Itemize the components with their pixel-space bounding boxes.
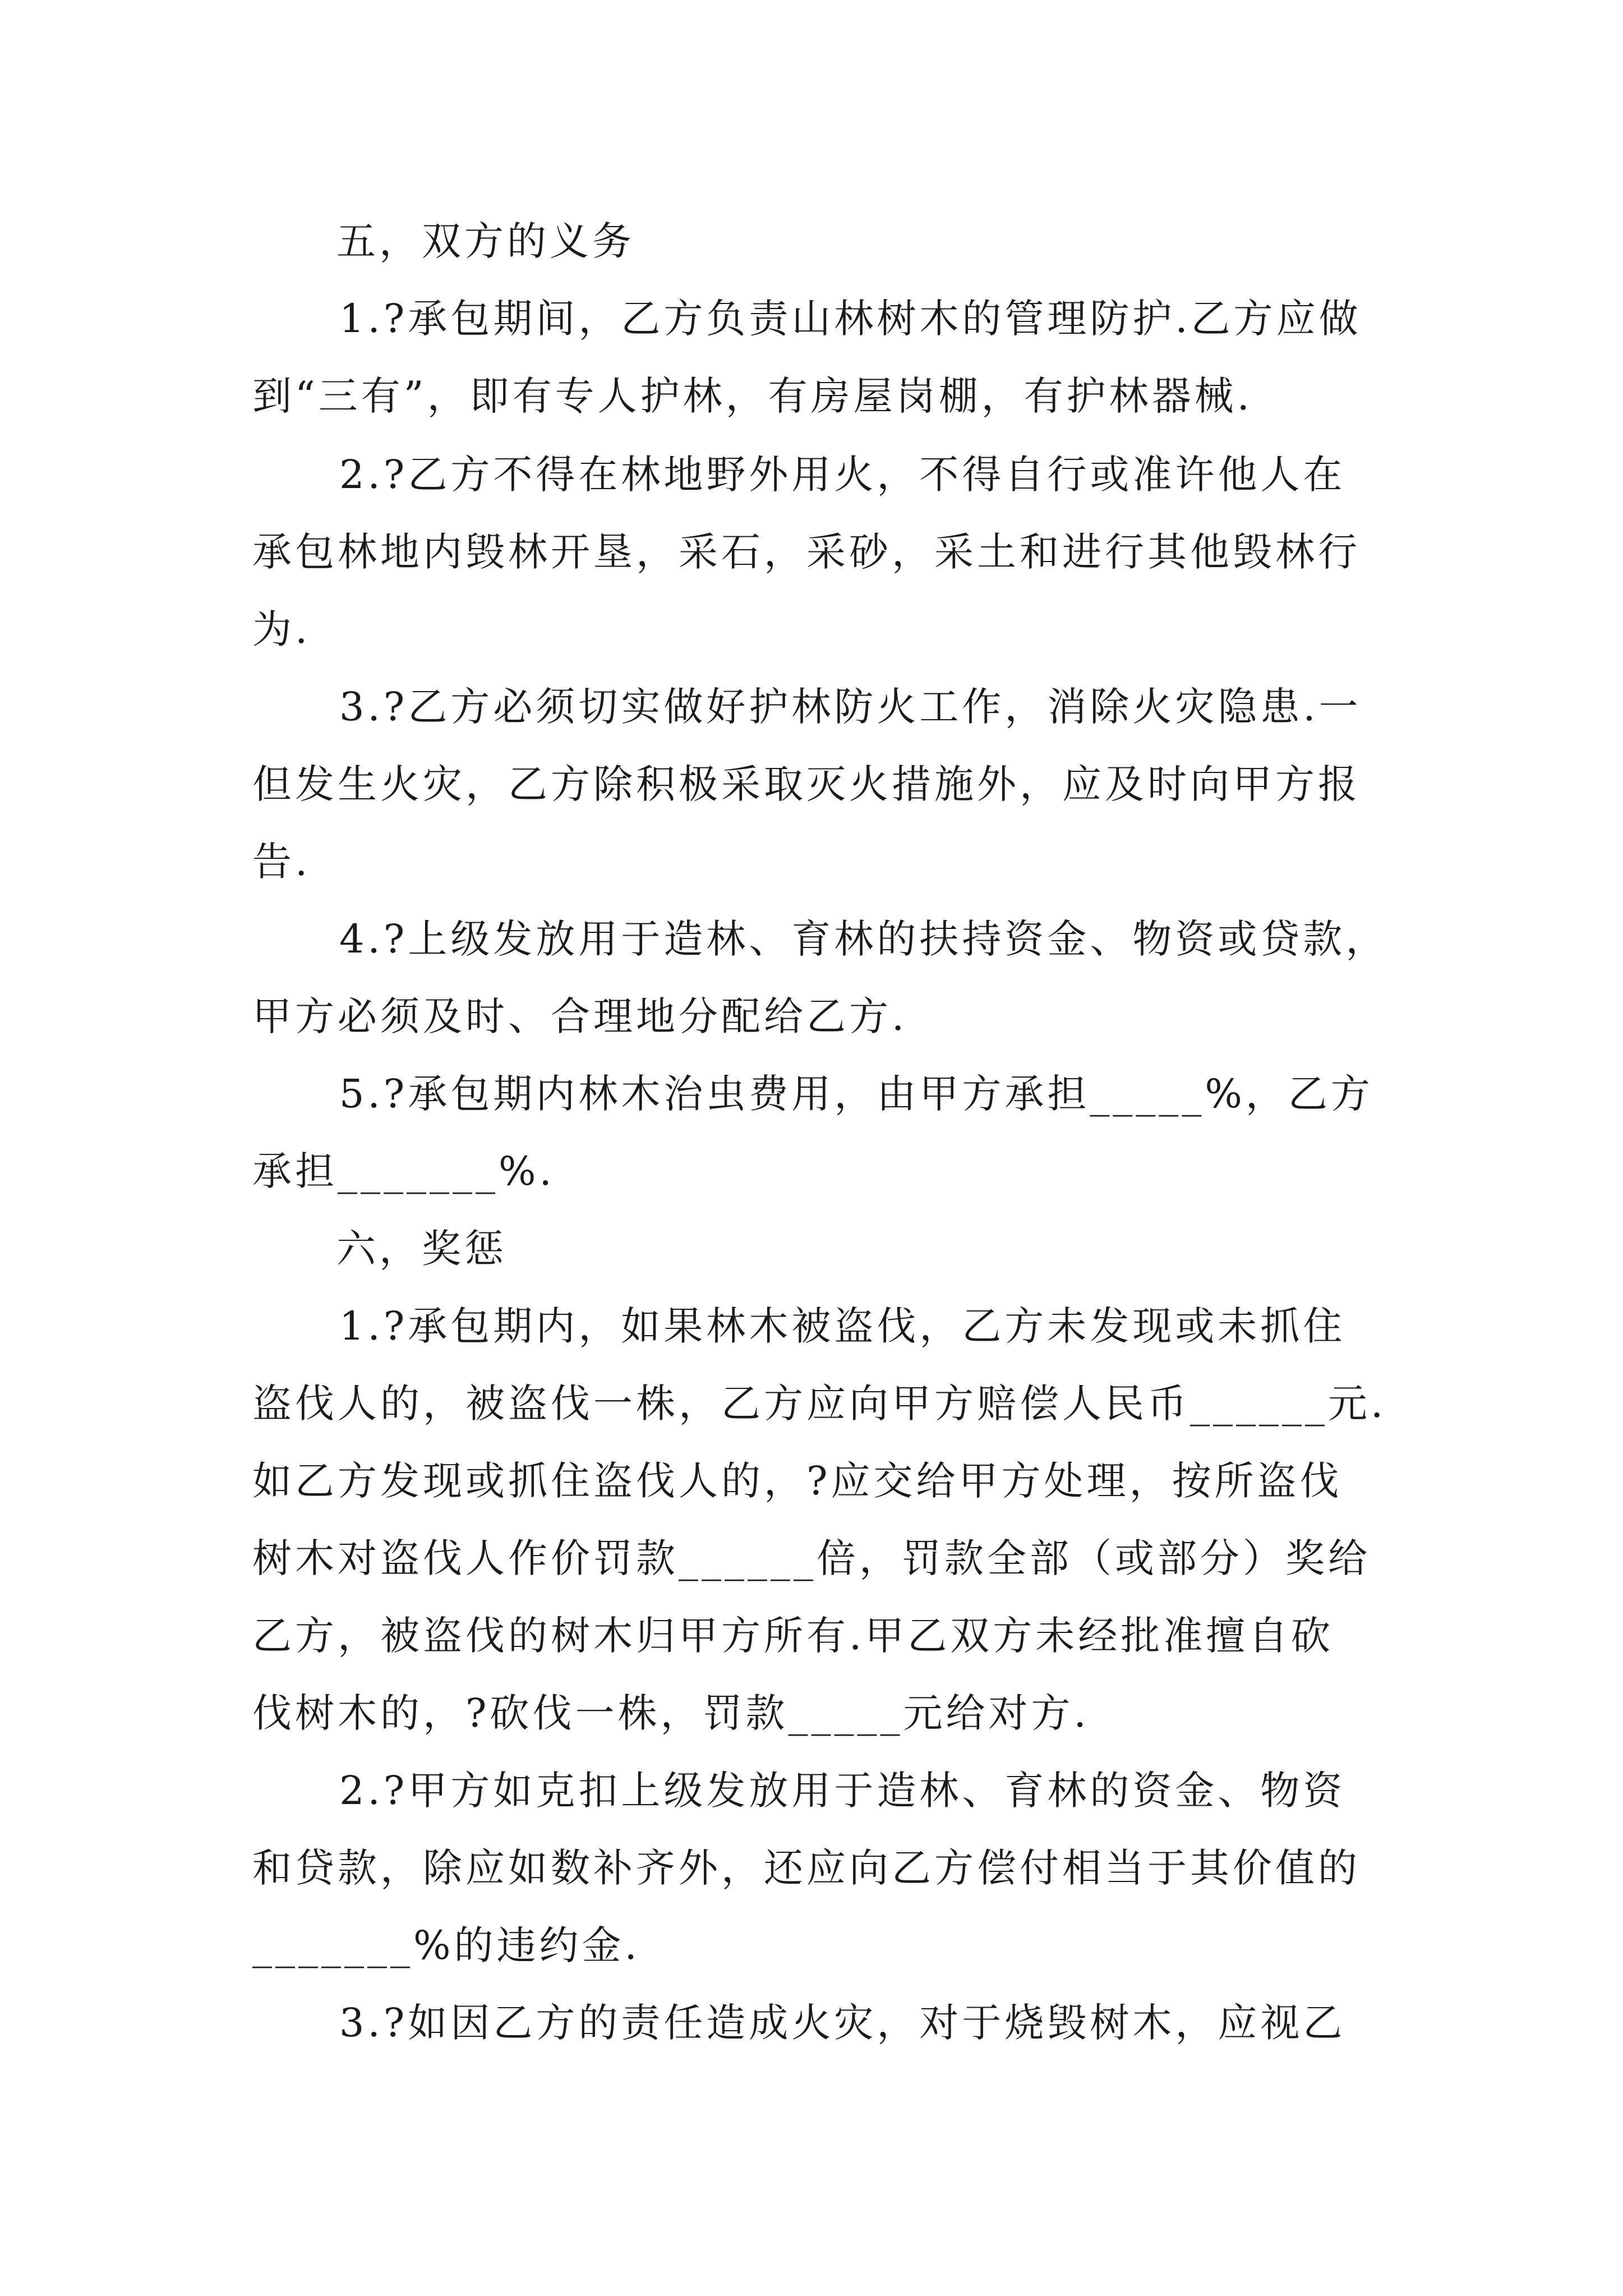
paragraph-line: 告. [252, 839, 311, 885]
paragraph-line: 2.?乙方不得在林地野外用火，不得自行或准许他人在 [339, 452, 1346, 498]
paragraph-line: 1.?承包期间，乙方负责山林树木的管理防护.乙方应做 [339, 296, 1362, 342]
paragraph-line: 和贷款，除应如数补齐外，还应向乙方偿付相当于其价值的 [252, 1845, 1361, 1891]
paragraph-line: 3.?乙方必须切实做好护林防火工作，消除火灾隐患.一 [339, 684, 1362, 730]
paragraph-line: 但发生火灾，乙方除积极采取灭火措施外，应及时向甲方报 [252, 761, 1361, 807]
paragraph-line: 到“三有”，即有专人护林，有房屋岗棚，有护林器械. [252, 373, 1253, 419]
paragraph-line: 甲方必须及时、合理地分配给乙方. [252, 993, 908, 1039]
paragraph-line: 4.?上级发放用于造林、育林的扶持资金、物资或贷款， [339, 916, 1389, 962]
paragraph-line: 为. [252, 606, 311, 652]
paragraph-line: 承担_______%. [252, 1148, 555, 1194]
paragraph-line: 树木对盗伐人作价罚款______倍，罚款全部（或部分）奖给 [252, 1535, 1371, 1581]
paragraph-line: 3.?如因乙方的责任造成火灾，对于烧毁树木，应视乙 [339, 2000, 1346, 2046]
section-heading-obligations: 五，双方的义务 [336, 218, 635, 264]
paragraph-line: 1.?承包期内，如果林木被盗伐，乙方未发现或未抓住 [339, 1303, 1346, 1349]
paragraph-line: 承包林地内毁林开垦，采石，采砂，采土和进行其他毁林行 [252, 529, 1361, 575]
section-heading-rewards-penalties: 六，奖惩 [336, 1226, 507, 1272]
paragraph-line: 伐树木的，?砍伐一株，罚款_____元给对方. [252, 1690, 1090, 1736]
paragraph-line: _______%的违约金. [252, 1922, 640, 1968]
paragraph-line: 乙方，被盗伐的树木归甲方所有.甲乙双方未经批准擅自砍 [252, 1613, 1334, 1659]
paragraph-line: 5.?承包期内林木治虫费用，由甲方承担_____%，乙方 [339, 1071, 1373, 1117]
paragraph-line: 2.?甲方如克扣上级发放用于造林、育林的资金、物资 [339, 1768, 1346, 1814]
paragraph-line: 如乙方发现或抓住盗伐人的，?应交给甲方处理，按所盗伐 [252, 1458, 1343, 1504]
paragraph-line: 盗伐人的，被盗伐一株，乙方应向甲方赔偿人民币______元. [252, 1381, 1387, 1427]
